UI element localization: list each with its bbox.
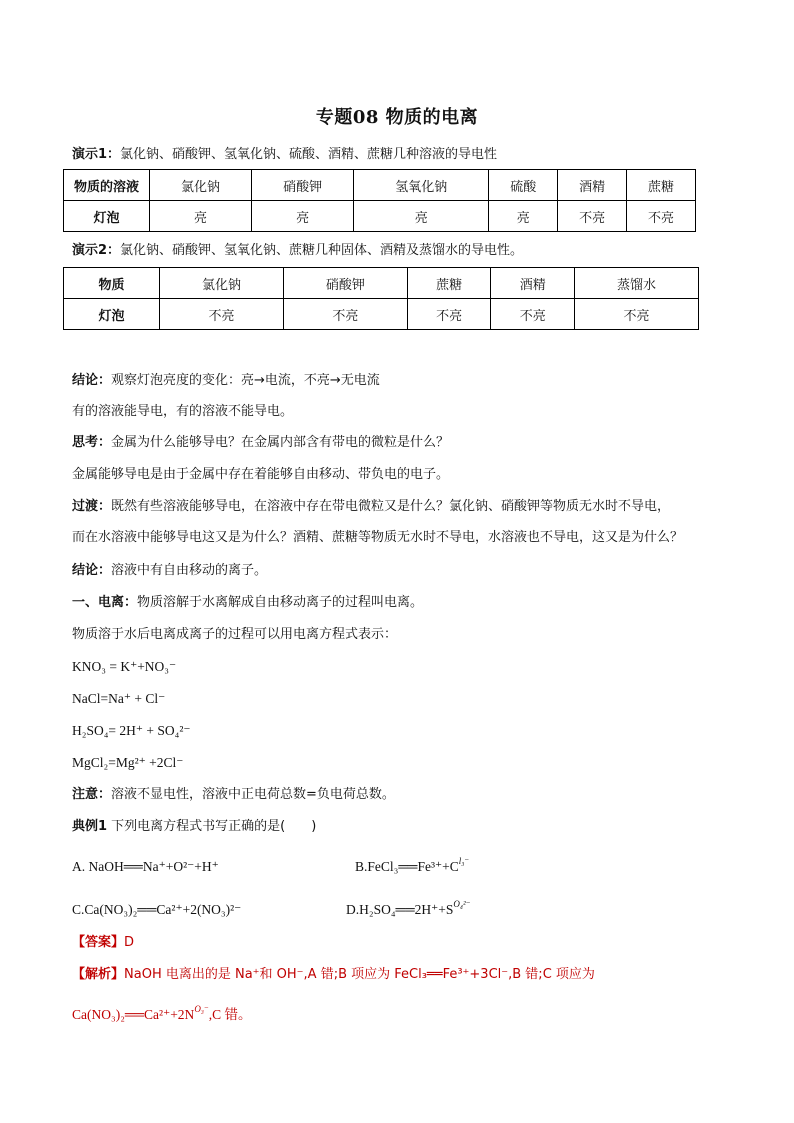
equation-kno3: KNO₃ = K⁺+NO₃⁻	[72, 659, 177, 674]
table-row	[64, 201, 696, 232]
demo1-text: 氯化钠、硝酸钾、氢氧化钠、硫酸、酒精、蔗糖几种溶液的导电性	[120, 147, 498, 162]
conclusion1-label: 结论：	[72, 373, 112, 388]
solution-line: 有的溶液能导电，有的溶液不能导电。	[72, 404, 294, 419]
page-title: 专题08 物质的电离	[315, 107, 479, 128]
analysis-line-1	[72, 966, 595, 984]
answer-value: D	[124, 935, 135, 950]
table-cell: 氢氧化钠	[354, 170, 489, 201]
equation-intro-line: 物质溶于水后电离成离子的过程可以用电离方程式表示：	[72, 627, 398, 642]
note-text: 溶液不显电性，溶液中正电荷总数=负电荷总数。	[111, 787, 395, 802]
demo1-line	[72, 146, 497, 164]
demo2-text: 氯化钠、硝酸钾、氢氧化钠、蔗糖几种固体、酒精及蒸馏水的导电性。	[120, 243, 524, 258]
table-cell: 亮	[354, 201, 489, 232]
option-b-sup: l₃⁻	[458, 856, 470, 866]
analysis-text-2b: ,C 错。	[208, 1007, 252, 1022]
table-row	[64, 299, 699, 330]
conclusion2-text: 溶液中有自由移动的离子。	[111, 563, 268, 578]
table-cell: 蒸馏水	[575, 268, 699, 299]
analysis-line-2	[72, 1006, 251, 1025]
table-cell: 蔗糖	[627, 170, 696, 201]
demo2-label: 演示2：	[72, 243, 121, 258]
table-cell: 酒精	[558, 170, 627, 201]
metal-line: 金属能够导电是由于金属中存在着能够自由移动、带负电的电子。	[72, 467, 450, 482]
ionization-label: 一、电离：	[72, 595, 138, 610]
table-cell: 硝酸钾	[283, 268, 407, 299]
table-row	[64, 268, 699, 299]
table-cell: 硝酸钾	[252, 170, 354, 201]
option-d-sup: O₄²⁻	[453, 899, 471, 909]
transition-line-1	[72, 498, 670, 516]
analysis-text-2a: Ca(NO₃)₂══Ca²⁺+2N	[72, 1007, 195, 1022]
option-b	[355, 858, 469, 877]
equation-h2so4: H₂SO₄= 2H⁺ + SO₄²⁻	[72, 723, 191, 738]
analysis-sup: O₃⁻	[194, 1004, 209, 1014]
transition-line-2: 而在水溶液中能够导电这又是为什么？酒精、蔗糖等物质无水时不导电，水溶液也不导电，这又是为什么？	[72, 530, 684, 545]
example-question: 下列电离方程式书写正确的是( )	[107, 819, 317, 834]
option-a: A. NaOH══Na⁺+O²⁻+H⁺	[72, 859, 219, 874]
analysis-label: 【解析】	[72, 967, 125, 982]
answer-line	[72, 934, 134, 952]
table-cell: 亮	[252, 201, 354, 232]
table-cell: 氯化钠	[160, 268, 284, 299]
table-cell: 不亮	[575, 299, 699, 330]
table-cell: 亮	[150, 201, 252, 232]
conclusion2-label: 结论：	[72, 563, 112, 578]
note-label: 注意：	[72, 787, 112, 802]
example-label: 典例1	[72, 819, 108, 834]
table-cell: 不亮	[558, 201, 627, 232]
equation-nacl: NaCl=Na⁺ + Cl⁻	[72, 691, 166, 706]
demo2-line	[72, 242, 523, 260]
conclusion2-line	[72, 562, 267, 580]
table-cell: 蔗糖	[407, 268, 491, 299]
table-cell: 灯泡	[64, 299, 160, 330]
think-label: 思考：	[72, 435, 112, 450]
option-c: C.Ca(NO₃)₂══Ca²⁺+2(NO₃)²⁻	[72, 902, 242, 917]
transition-text-1: 既然有些溶液能够导电，在溶液中存在带电微粒又是什么？氯化钠、硝酸钾等物质无水时不导电，	[111, 499, 671, 514]
ionization-line	[72, 594, 423, 612]
option-d-text: D.H₂SO₄══2H⁺+S	[346, 902, 454, 917]
table-cell: 酒精	[491, 268, 575, 299]
option-d	[346, 901, 471, 920]
demo1-table	[63, 169, 696, 232]
equation-mgcl2: MgCl₂=Mg²⁺ +2Cl⁻	[72, 755, 184, 770]
example-line	[72, 818, 316, 836]
demo2-table	[63, 267, 699, 330]
table-cell: 物质	[64, 268, 160, 299]
think-text: 金属为什么能够导电？在金属内部含有带电的微粒是什么？	[111, 435, 450, 450]
answer-label: 【答案】	[72, 935, 125, 950]
conclusion1-text: 观察灯泡亮度的变化：亮→电流，不亮→无电流	[111, 373, 380, 388]
table-cell: 不亮	[160, 299, 284, 330]
table-cell: 硫酸	[489, 170, 558, 201]
option-b-text: B.FeCl₃══Fe³⁺+C	[355, 859, 459, 874]
demo1-label: 演示1：	[72, 147, 121, 162]
ionization-text: 物质溶解于水离解成自由移动离子的过程叫电离。	[137, 595, 424, 610]
table-cell: 不亮	[407, 299, 491, 330]
transition-label: 过渡：	[72, 499, 112, 514]
table-cell: 不亮	[627, 201, 696, 232]
table-cell: 物质的溶液	[64, 170, 150, 201]
table-cell: 灯泡	[64, 201, 150, 232]
table-cell: 不亮	[283, 299, 407, 330]
table-row	[64, 170, 696, 201]
table-cell: 不亮	[491, 299, 575, 330]
note-line	[72, 786, 395, 804]
think-line	[72, 434, 449, 452]
conclusion1-line	[72, 372, 380, 390]
table-cell: 亮	[489, 201, 558, 232]
table-cell: 氯化钠	[150, 170, 252, 201]
analysis-text-1: NaOH 电离出的是 Na⁺和 OH⁻,A 错;B 项应为 FeCl₃══Fe³⁺+3Cl⁻,B 错;C 项应为	[124, 967, 595, 982]
